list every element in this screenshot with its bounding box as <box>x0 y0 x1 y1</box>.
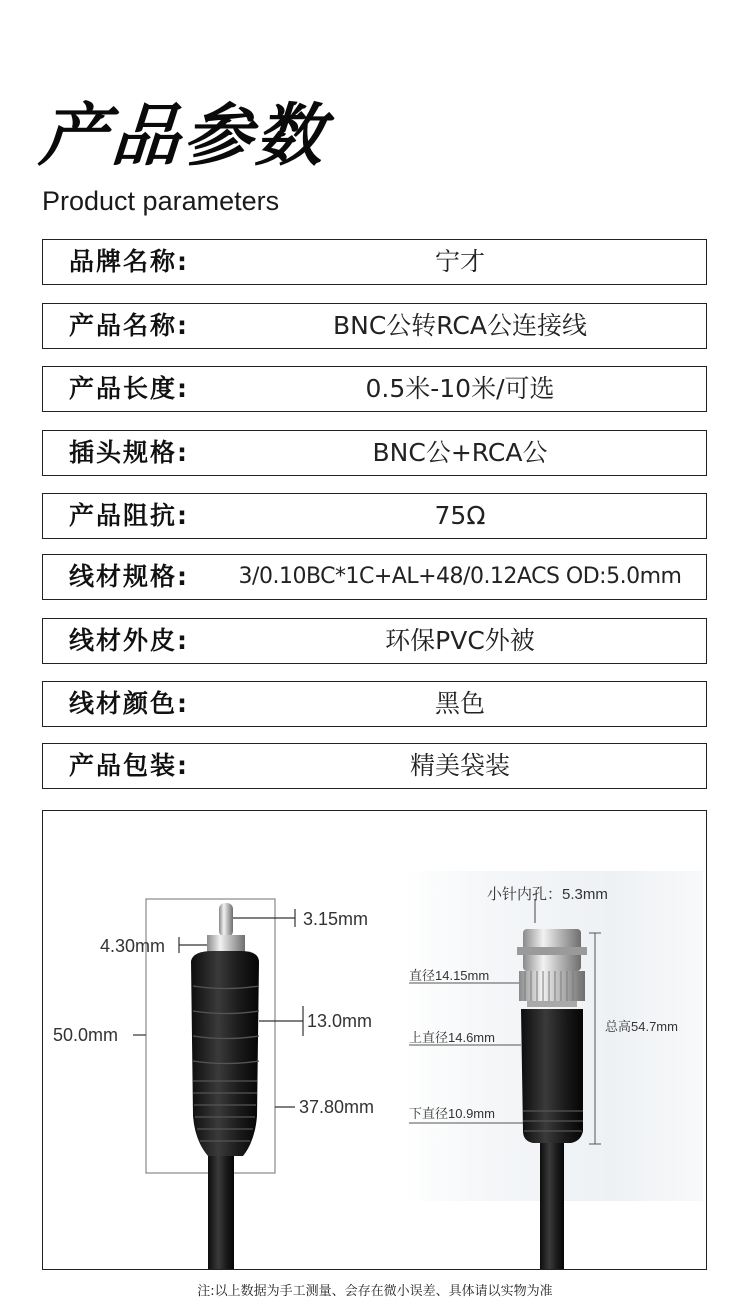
spec-row-brand <box>42 239 707 285</box>
spec-value: 75Ω <box>434 501 486 530</box>
spec-label: 线材规格: <box>69 562 189 591</box>
spec-row-color <box>42 681 707 727</box>
spec-label: 插头规格: <box>69 438 189 467</box>
spec-value: 宁才 <box>434 247 485 276</box>
rca-ring-dimension: 4.30mm <box>100 936 166 956</box>
spec-label: 品牌名称: <box>69 247 189 276</box>
spec-row-plug <box>42 430 707 476</box>
spec-label: 线材颜色: <box>69 689 189 718</box>
spec-value: 精美袋装 <box>409 751 510 780</box>
spec-value: 3/0.10BC*1C+AL+48/0.12ACS OD:5.0mm <box>238 564 682 589</box>
page-subtitle: Product parameters <box>42 186 280 216</box>
bnc-lower-diameter-label: 下直径10.9mm <box>409 1106 495 1121</box>
spec-label: 线材外皮: <box>69 626 189 655</box>
connector-diagram <box>42 810 707 1270</box>
spec-row-product-name <box>42 303 707 349</box>
spec-value: 黑色 <box>434 689 485 718</box>
measurement-note: 注:以上数据为手工测量、会存在微小误差、具体请以实物为准 <box>197 1284 553 1299</box>
rca-total-dimension: 50.0mm <box>53 1025 119 1045</box>
spec-value: 环保PVC外被 <box>385 626 535 655</box>
bnc-connector <box>403 871 703 1270</box>
spec-row-length <box>42 366 707 412</box>
bnc-pin-hole-label: 小针内孔：5.3mm <box>487 886 608 903</box>
spec-value: BNC公+RCA公 <box>372 438 548 467</box>
spec-row-packaging <box>42 743 707 789</box>
bnc-upper-diameter-label: 上直径14.6mm <box>409 1030 495 1045</box>
spec-value: 0.5米-10米/可选 <box>365 374 555 403</box>
connector-drawing <box>43 811 707 1270</box>
page-title: 产品参数 <box>36 97 331 176</box>
spec-row-jacket <box>42 618 707 664</box>
spec-label: 产品名称: <box>69 311 189 340</box>
bnc-total-height-label: 总高54.7mm <box>605 1019 678 1034</box>
rca-body-dimension: 13.0mm <box>307 1011 373 1031</box>
rca-lower-dimension: 37.80mm <box>299 1097 375 1117</box>
rca-pin-dimension: 3.15mm <box>303 909 369 929</box>
spec-row-wire-spec <box>42 554 707 600</box>
spec-value: BNC公转RCA公连接线 <box>333 311 587 340</box>
spec-row-impedance <box>42 493 707 539</box>
spec-label: 产品包装: <box>69 751 189 780</box>
bnc-diameter-label: 直径14.15mm <box>409 968 490 983</box>
spec-label: 产品长度: <box>69 374 189 403</box>
spec-label: 产品阻抗: <box>69 501 189 530</box>
